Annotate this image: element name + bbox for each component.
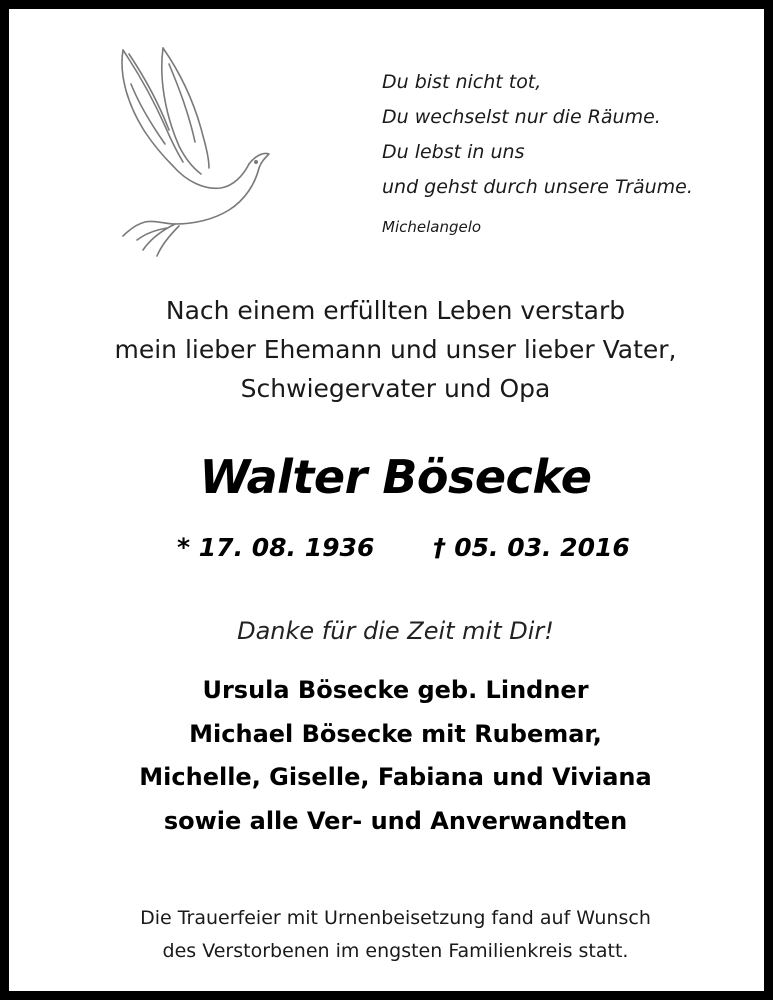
poem-line: Du lebst in uns: [382, 141, 525, 163]
intro-line: Schwiegervater und Opa: [240, 374, 551, 403]
poem-line: Du wechselst nur die Räume.: [382, 106, 661, 128]
family-names: [9, 669, 773, 843]
family-line: Ursula Bösecke geb. Lindner: [202, 676, 589, 704]
intro-text: [9, 291, 773, 408]
family-line: Michael Bösecke mit Rubemar,: [189, 719, 602, 748]
poem-author: Michelangelo: [382, 218, 482, 236]
deceased-name: Walter Bösecke: [199, 450, 592, 504]
intro-line: Nach einem erfüllten Leben verstarb: [165, 296, 626, 325]
poem-block: [382, 65, 693, 237]
poem-line: Du bist nicht tot,: [382, 71, 542, 93]
notice-line: des Verstorbenen im engsten Familienkreis statt.: [162, 940, 629, 962]
birth-date: * 17. 08. 1936: [177, 533, 375, 562]
family-line: Michelle, Giselle, Fabiana und Viviana: [139, 763, 652, 791]
family-line: sowie alle Ver- und Anverwandten: [163, 806, 628, 835]
poem-line: und gehst durch unsere Träume.: [382, 176, 693, 198]
thanks-text: Danke für die Zeit mit Dir!: [237, 617, 554, 645]
notice-line: Die Trauerfeier mit Urnenbeisetzung fand auf Wunsch: [140, 907, 651, 929]
dove-icon: [109, 44, 279, 259]
funeral-notice: [9, 902, 773, 968]
intro-line: mein lieber Ehemann und unser lieber Vater,: [114, 335, 677, 364]
death-date: † 05. 03. 2016: [433, 533, 630, 562]
